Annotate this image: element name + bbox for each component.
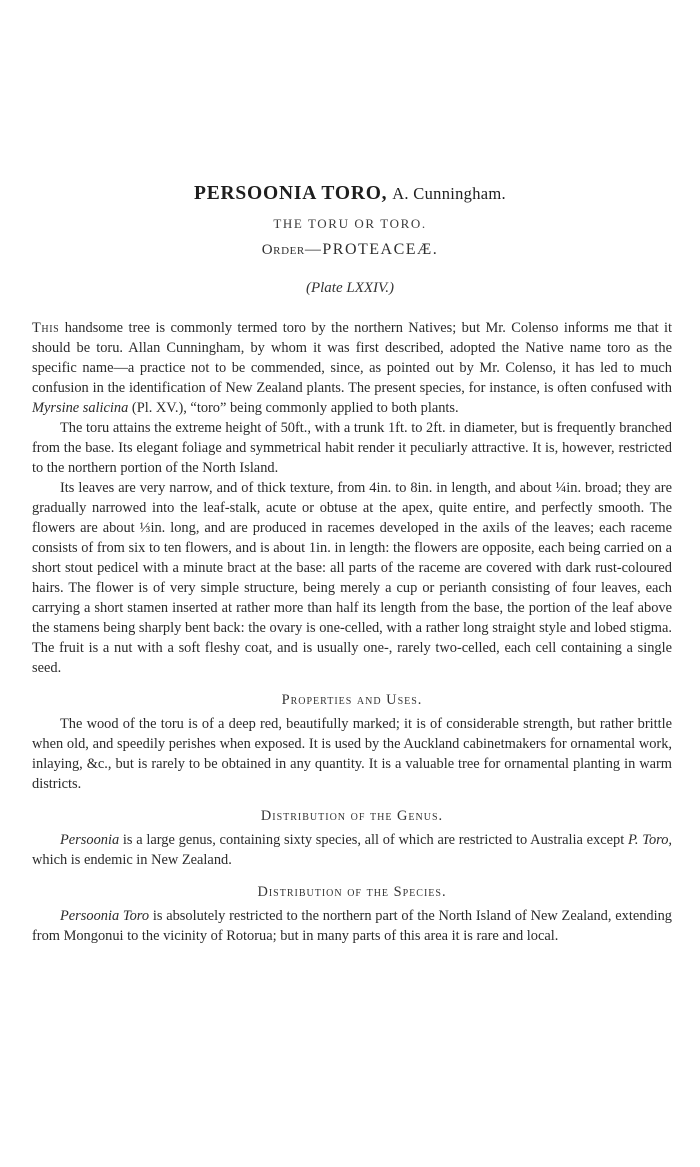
intro-paragraph-3: Its leaves are very narrow, and of thick texture, from 4in. to 8in. in length, and about ¼in. broad; they are gradually narrowed into the leaf-stalk, acute or obtuse at the apex, quite entire, and perfectly smooth. The flowers are about ⅓in. long, and are produced in racemes developed in the axils of the leaves; each raceme consists of from six to ten flowers, and is about 1in. in length: the flowers are opposite, each being carried on a short stout pedicel with a minute bract at the base: all parts of the raceme are covered with dark rust-coloured hairs. The flower is of very simple structure, being merely a cup or perianth consisting of four leaves, each carrying a short stamen inserted at rather more than half its length from the base, the portion of the leaf above the stamens being sharply bent back: the ovary is one-celled, with a rather long straight style and lobed stigma. The fruit is a nut with a soft fleshy coat, and is usually one-, rarely two-celled, each cell containing a single seed. <box>32 480 672 676</box>
genus-heading: Distribution of the Genus. <box>260 808 444 824</box>
drop-word: This <box>32 320 60 336</box>
intro-paragraph-2: The toru attains the extreme height of 50ft., with a trunk 1ft. to 2ft. in diameter, but is frequently branched from the base. Its elegant foliage and symmetrical habit render it peculiarly attractive. It is, however, restricted to the northern portion of the North Island. <box>32 420 672 476</box>
properties-paragraph: The wood of the toru is of a deep red, beautifully marked; it is of considerable strength, but rather brittle when old, and speedily perishes when exposed. It is used by the Auckland cabinetmakers for ornamental work, inlaying, &c., but is rarely to be obtained in any quantity. It is a valuable tree for ornamental planting in warm districts. <box>32 716 672 792</box>
intro-paragraph-1: This handsome tree is commonly termed toro by the northern Natives; but Mr. Colenso informs me that it should be toru. Allan Cunningham, by whom it was first described, adopted the Native name toro as the specific name—a practice not to be commended, since, as pointed out by Mr. Colenso, it has led to much confusion in the identification of New Zealand plants. The present species, for instance, is often confused with Myrsine salicina (Pl. XV.), “toro” being commonly applied to both plants. <box>32 320 672 416</box>
order-name: PROTEACEÆ. <box>322 241 439 258</box>
order-line <box>0 241 700 259</box>
genus-paragraph: Persoonia is a large genus, containing sixty species, all of which are restricted to Australia except P. Toro, which is endemic in New Zealand. <box>32 832 672 868</box>
species-author: A. Cunningham. <box>392 184 506 203</box>
order-label: Order <box>261 242 305 258</box>
article-body <box>32 318 672 946</box>
plate-reference: (Plate LXXIV.) <box>305 280 395 296</box>
species-name: PERSOONIA TORO, <box>194 183 388 204</box>
species-paragraph: Persoonia Toro is absolutely restricted to the northern part of the North Island of New Zealand, extending from Mongonui to the vicinity of Rotorua; but in many parts of this area it is rare and local. <box>32 908 672 944</box>
species-title <box>0 181 700 207</box>
species-heading: Distribution of the Species. <box>257 884 447 900</box>
properties-heading: Properties and Uses. <box>281 692 423 708</box>
order-dash: — <box>304 241 323 258</box>
species-italic: Myrsine salicina <box>32 400 129 416</box>
common-name: THE TORU OR TORO. <box>273 216 427 231</box>
